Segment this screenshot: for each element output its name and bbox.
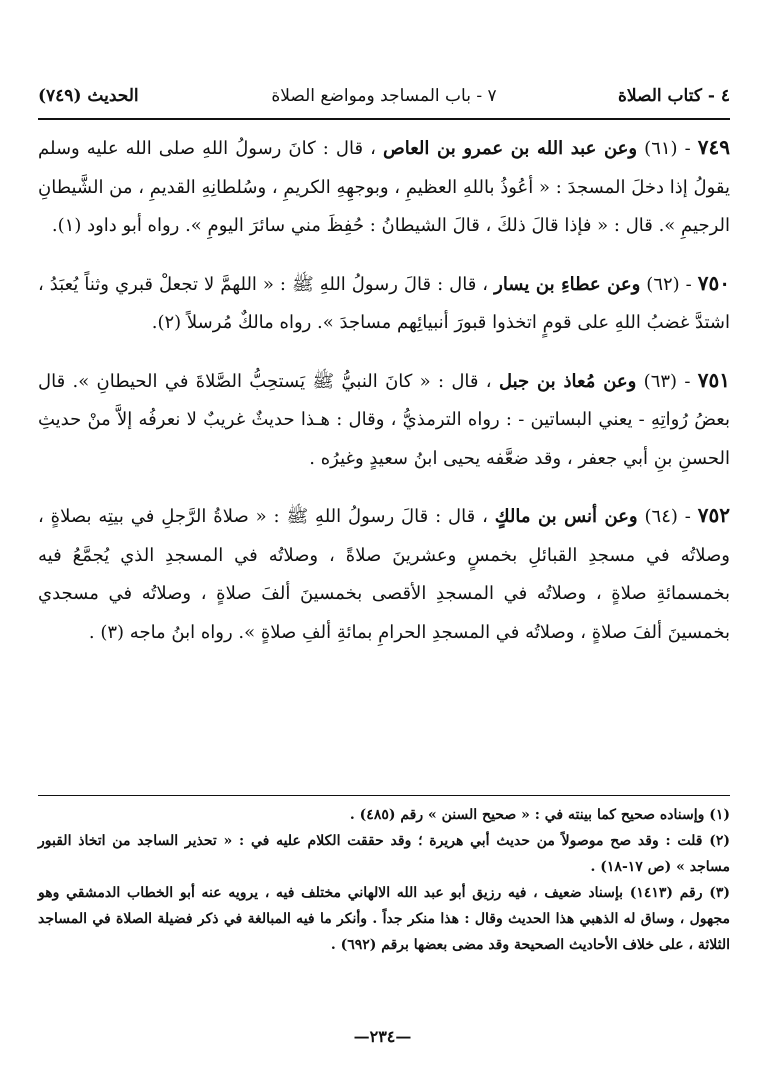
- hadith-752: [38, 496, 730, 652]
- running-header: [38, 78, 730, 120]
- book-title: ٤ - كتاب الصلاة: [617, 86, 730, 106]
- hadith-number: ٧٥١: [697, 367, 730, 392]
- hadith-ref: - (٦٤): [644, 506, 691, 527]
- hadith-number: ٧٥٠: [697, 270, 730, 295]
- hadith-narrator: وعن عبد الله بن عمرو بن العاص: [383, 138, 638, 159]
- page-number: —٢٣٤—: [353, 1027, 412, 1046]
- footnote-2: (٢) قلت : وقد صح موصولاً من حديث أبي هريرة ؛ وقد حققت الكلام عليه في : « تحذير الساجد من اتخاذ القبور مساجد » (ص ١٧-١٨) .: [38, 833, 730, 875]
- hadith-narrator: وعن مُعاذ بن جبل: [498, 370, 637, 392]
- hadith-narrator: وعن عطاءِ بن يسار: [494, 273, 641, 295]
- hadith-750: [38, 264, 730, 343]
- hadith-ref: - (٦١): [644, 138, 691, 159]
- footnote-1: (١) وإسناده صحيح كما بينته في : « صحيح السنن » رقم (٤٨٥) .: [349, 807, 730, 823]
- hadith-ref: - (٦٣): [643, 370, 691, 392]
- hadith-749: [38, 128, 730, 246]
- footnotes: [38, 795, 730, 958]
- hadith-reference: الحديث (٧٤٩): [38, 86, 139, 106]
- hadith-751: [38, 361, 730, 479]
- page-body: [38, 78, 730, 670]
- hadith-narrator: وعن أنس بن مالكٍ: [494, 506, 638, 527]
- hadith-text: ، قال : قالَ رسولُ اللهِ ﷺ : « صلاةُ الرَّجلِ في بيتِه بصلاةٍ ، وصلاتُه في مسجدِ القبائلِ بخمسٍ وعشرينَ صلاةً ، وصلاتُه في المسجدِ الذي يُجمَّعُ فيه بخمسمائةِ صلاةٍ ، وصلاتُه في المسجدِ الأقصى بخمسينَ ألفَ صلاةٍ ، وصلاتُه في مسجدي بخمسينَ ألفَ صلاةٍ ، وصلاتُه في المسجدِ الحرامِ بمائةِ ألفِ صلاةٍ ». رواه ابنُ ماجه (٣) .: [38, 506, 730, 643]
- hadith-ref: - (٦٢): [646, 273, 692, 295]
- hadith-text: ، قال : كانَ رسولُ اللهِ صلى الله عليه وسلم يقولُ إذا دخلَ المسجدَ : « أعُوذُ باللهِ العظيمِ ، وبوجهِهِ الكريمِ ، وسُلطانِهِ القديمِ ، من الشَّيطانِ الرجيمِ ». قال : « فإذا قالَ ذلكَ ، قالَ الشيطانُ : حُفِظَ مني سائرَ اليومِ ». رواه أبو داود (١).: [38, 138, 730, 236]
- chapter-title: ٧ - باب المساجد ومواضع الصلاة: [271, 86, 497, 106]
- hadith-text: ، قال : قالَ رسولُ اللهِ ﷺ : « اللهمَّ لا تجعلْ قبري وثناً يُعبَدُ ، اشتدَّ غضبُ اللهِ على قومٍ اتخذوا قبورَ أنبيائِهم مساجدَ ». رواه مالكٌ مُرسلاً (٢).: [38, 273, 730, 333]
- hadith-text: ، قال : « كانَ النبيُّ ﷺ يَستحِبُّ الصَّلاةَ في الحيطانِ ». قال بعضُ رُواتِهِ - يعني البساتين - : رواه الترمذيُّ ، وقال : هـذا حديثٌ غريبٌ لا نعرفُه إلاَّ منْ حديثِ الحسنِ بنِ أبي جعفر ، وقد ضعَّفه يحيى ابنُ سعيدٍ وغيرُه .: [38, 370, 730, 469]
- hadith-number: ٧٤٩: [697, 135, 730, 159]
- hadith-number: ٧٥٢: [697, 503, 730, 527]
- footnote-3: (٣) رقم (١٤١٣) بإسناد ضعيف ، فيه رزيق أبو عبد الله الالهاني مختلف فيه ، يرويه عنه أبو الخطاب الدمشقي وهو مجهول ، وساق له الذهبي هذا الحديث وقال : هذا منكر جداً . وأنكر ما فيه المبالغة في ذكر فضيلة الصلاة في المساجد الثلاثة ، على خلاف الأحاديث الصحيحة وقد مضى بعضها برقم (٦٩٢) .: [38, 885, 730, 953]
